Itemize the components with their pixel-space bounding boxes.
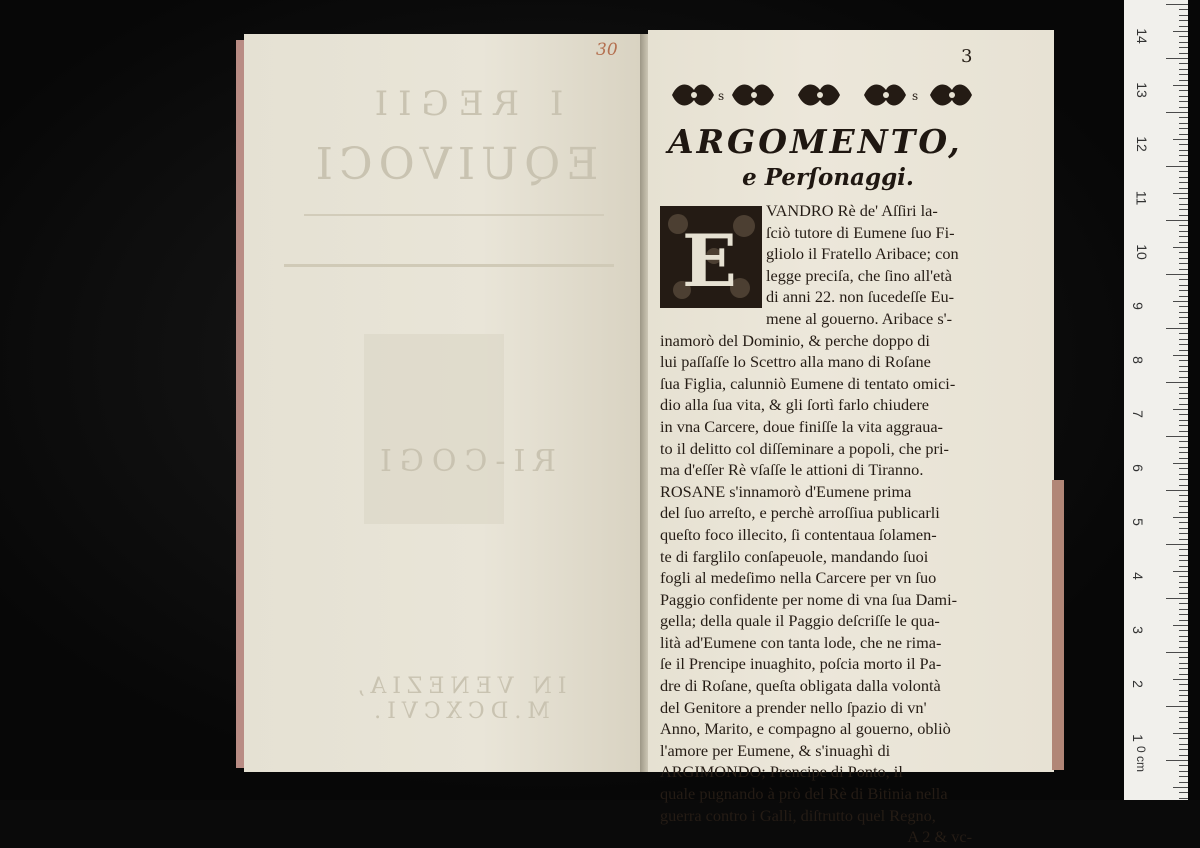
text-line: lui paſſaſſe lo Scettro alla mano di Roſane [660,352,931,372]
flourish-ornament [672,85,714,106]
ruler-tick [1173,733,1188,734]
ruler-tick [1179,771,1188,772]
ruler-tick [1179,431,1188,432]
ruler-tick [1179,15,1188,16]
ruler-tick [1166,112,1188,113]
ruler-tick [1179,533,1188,534]
page-subheading: e Perſonaggi. [742,164,914,191]
ruler-tick [1179,576,1188,577]
ruler-tick [1179,339,1188,340]
ruler-number: 13 [1133,82,1150,98]
text-line: ROSANE s'innamorò d'Eumene prima [660,481,912,501]
ruler-tick [1166,544,1188,545]
ruler-tick [1179,36,1188,37]
ruler-tick [1179,776,1188,777]
ruler-number: 10 [1133,244,1150,260]
ruler-tick [1166,220,1188,221]
ruler-tick [1179,306,1188,307]
ruler-tick [1179,749,1188,750]
ruler-tick [1179,528,1188,529]
ruler-tick [1179,404,1188,405]
text-line: guerra contro i Galli, diſtrutto quel Regno, [660,805,936,825]
text-line: ſe il Prencipe inuaghito, poſcia morto il Pa- [660,654,942,674]
ruler-tick [1173,463,1188,464]
ruler-tick [1179,593,1188,594]
ruler-tick [1173,787,1188,788]
ornament-band [666,78,1000,112]
text-line: dio alla ſua vita, & gli ſortì farlo chiudere [660,395,930,415]
text-line: te di farglilo conſapeuole, mandando ſuoi [660,546,929,566]
ruler-tick [1179,323,1188,324]
ruler-tick [1179,566,1188,567]
ruler-tick [1179,258,1188,259]
handwritten-page-number: 30 [596,40,618,60]
ruler-tick [1179,674,1188,675]
ruler-tick [1166,652,1188,653]
ruler-tick [1179,90,1188,91]
ruler-tick [1179,177,1188,178]
text-line: queſto foco illecito, ſi contentaua ſolamen- [660,524,937,544]
ruler-tick [1179,485,1188,486]
text-line: ſciò tutore di Eumene ſuo Fi- [766,222,955,242]
ruler-tick [1179,74,1188,75]
show-through-rule [284,264,614,281]
ruler-tick [1179,647,1188,648]
ruler-tick [1179,657,1188,658]
ruler-tick [1179,333,1188,334]
ruler-tick [1179,755,1188,756]
ruler-tick [1179,204,1188,205]
ruler-tick [1179,393,1188,394]
ruler-tick [1179,9,1188,10]
ruler-tick [1179,198,1188,199]
ruler-tick [1179,20,1188,21]
ruler-tick [1179,26,1188,27]
ruler-tick [1179,387,1188,388]
ruler-tick [1179,420,1188,421]
ruler-tick [1179,377,1188,378]
ruler-tick [1179,69,1188,70]
ruler-tick [1179,587,1188,588]
left-page [244,34,640,772]
page-number: 3 [961,46,973,67]
ruler-tick [1173,679,1188,680]
ruler-number: 14 [1133,28,1150,44]
ruler-tick [1179,468,1188,469]
text-line: di anni 22. non ſucedeſſe Eu- [766,287,955,307]
ruler-tick [1179,501,1188,502]
ruler-tick [1179,539,1188,540]
ruler-tick [1179,668,1188,669]
ruler-tick [1179,728,1188,729]
text-line: fogli al medeſimo nella Carcere per vn ſuo [660,568,937,588]
ruler-tick [1179,441,1188,442]
page-fore-edge [1052,480,1064,770]
ruler-tick [1179,209,1188,210]
ruler-tick [1173,85,1188,86]
ruler-tick [1179,782,1188,783]
ruler-tick [1179,285,1188,286]
ruler-tick [1179,555,1188,556]
ruler-tick [1179,360,1188,361]
flourish-ornament [864,85,906,106]
ruler-tick [1179,279,1188,280]
ruler-tick [1179,474,1188,475]
ruler-tick [1179,350,1188,351]
ruler-tick [1166,598,1188,599]
ruler-tick [1179,171,1188,172]
ruler-number: 3 [1129,626,1146,634]
ruler-tick [1179,236,1188,237]
ruler-tick [1179,252,1188,253]
ruler-tick [1179,42,1188,43]
ruler-tick [1179,47,1188,48]
ruler-tick [1179,609,1188,610]
ruler-tick [1179,522,1188,523]
ruler-tick [1179,458,1188,459]
text-line: in vna Carcere, doue finiſſe la vita aggraua- [660,416,943,436]
ruler-number: 6 [1129,464,1146,472]
ruler-number: 1 [1129,734,1146,742]
ruler-tick [1179,96,1188,97]
ruler-tick [1179,603,1188,604]
flourish-ornament [930,85,972,106]
ruler-tick [1166,328,1188,329]
ruler-tick [1179,695,1188,696]
ruler-tick [1179,123,1188,124]
text-line: ARGIMONDO; Prencipe di Ponto, il [660,762,903,782]
measuring-ruler [1124,0,1188,800]
ruler-tick [1166,274,1188,275]
text-line: inamorò del Dominio, & perche doppo di [660,330,930,350]
ruler-tick [1179,506,1188,507]
text-line: mene al gouerno. Aribace s'- [766,308,953,328]
ruler-tick [1173,247,1188,248]
ruler-tick [1179,290,1188,291]
text-line: gliolo il Fratello Aribace; con [766,244,959,264]
ruler-tick [1179,452,1188,453]
ruler-tick [1179,398,1188,399]
ruler-tick [1179,690,1188,691]
ruler-tick [1173,139,1188,140]
text-line: ſua Figlia, calunniò Eumene di tentato omici- [660,373,956,393]
initial-letter: E [682,218,737,303]
ruler-tick [1179,215,1188,216]
ruler-tick [1179,663,1188,664]
ruler-tick [1179,684,1188,685]
text-line: legge preciſa, che ſino all'età [766,265,953,285]
ruler-tick [1166,166,1188,167]
text-line: to il delitto col diſſeminare a popoli, che pri- [660,438,949,458]
show-through-rule [304,214,604,228]
ruler-tick [1179,80,1188,81]
ruler-number: 9 [1129,302,1146,310]
ruler-tick [1179,414,1188,415]
ruler-tick [1166,4,1188,5]
ruler-tick [1179,792,1188,793]
ruler-tick [1179,641,1188,642]
ruler-tick [1173,517,1188,518]
ruler-tick [1179,263,1188,264]
ruler-number: 12 [1133,136,1150,152]
ruler-number: 2 [1129,680,1146,688]
ruler-tick [1173,409,1188,410]
ruler-tick [1166,436,1188,437]
text-line: del Genitore a prender nello ſpazio di vn' [660,697,927,717]
ruler-tick [1179,155,1188,156]
ruler-tick [1173,31,1188,32]
ruler-tick [1179,188,1188,189]
ruler-tick [1166,706,1188,707]
ruler-tick [1179,512,1188,513]
text-line: ma d'eſſer Rè vſaſſe le attioni di Tiranno. [660,460,924,480]
argument-text [660,200,992,848]
show-through-line: RI-COGI [372,444,556,479]
ruler-tick [1179,144,1188,145]
ruler-tick [1179,701,1188,702]
show-through-line: IN VENEZIA, M.DCXCVI. [351,674,567,724]
ruler-number: 8 [1129,356,1146,364]
catchword: A 2 & vc- [907,827,972,847]
ruler-tick [1179,371,1188,372]
flourish-ornament [732,85,774,106]
text-line: Paggio confidente per nome di vna ſua Dami- [660,589,958,609]
ruler-tick [1179,225,1188,226]
ruler-number: 4 [1129,572,1146,580]
page-heading: ARGOMENTO, [668,122,963,161]
ruler-tick [1179,312,1188,313]
ruler-tick [1179,744,1188,745]
svg-text:s: s [718,89,725,103]
ruler-tick [1179,134,1188,135]
ruler-tick [1179,620,1188,621]
ruler-tick [1179,366,1188,367]
ruler-tick [1179,711,1188,712]
ruler-tick [1179,722,1188,723]
flourish-ornament [798,85,840,106]
ruler-tick [1179,269,1188,270]
text-line: quale pugnando à prò del Rè di Bitinia nella [660,784,948,804]
ruler-tick [1179,150,1188,151]
ruler-tick [1179,738,1188,739]
right-page [648,30,1054,847]
ruler-tick [1179,128,1188,129]
ruler-tick [1166,760,1188,761]
ruler-tick [1179,53,1188,54]
ruler-tick [1173,193,1188,194]
ruler-tick [1179,765,1188,766]
ruler-tick [1179,614,1188,615]
ruler-tick [1179,549,1188,550]
text-line: VANDRO Rè de' Aſſiri la- [766,201,938,220]
ruler-tick [1173,301,1188,302]
ruler-number: 7 [1129,410,1146,418]
show-through-emblem [364,334,504,524]
ruler-tick [1179,630,1188,631]
ruler-tick [1179,582,1188,583]
ruler-tick [1173,355,1188,356]
ruler-tick [1166,58,1188,59]
ruler-tick [1166,490,1188,491]
ruler-number: 11 [1133,190,1150,206]
ruler-tick [1179,344,1188,345]
ruler-tick [1179,63,1188,64]
text-line: dre di Roſane, queſta obligata dalla volontà [660,676,941,696]
ruler-tick [1179,479,1188,480]
ruler-tick [1179,717,1188,718]
ruler-tick [1179,425,1188,426]
ruler-tick [1179,117,1188,118]
text-line: l'amore per Eumene, & s'inuaghì di [660,740,891,760]
ruler-tick [1179,231,1188,232]
ruler-tick [1166,382,1188,383]
ruler-tick [1173,571,1188,572]
ruler-tick [1179,101,1188,102]
svg-text:s: s [912,89,919,103]
ruler-tick [1179,798,1188,799]
ruler-unit: 0 cm [1134,745,1149,773]
ruler-tick [1173,625,1188,626]
text-line: del ſuo arreſto, e perchè arroſſiua publicarli [660,503,940,523]
ruler-tick [1179,242,1188,243]
ruler-tick [1179,447,1188,448]
ruler-tick [1179,107,1188,108]
show-through-text [244,34,640,772]
ruler-tick [1179,296,1188,297]
ruler-number: 5 [1129,518,1146,526]
ruler-tick [1179,560,1188,561]
ruler-tick [1179,182,1188,183]
text-line: lità ad'Eumene con tanta lode, che ne rima- [660,632,942,652]
show-through-line: EQUIVOCI [309,139,599,190]
show-through-line: I REGII [364,84,564,124]
ruler-tick [1179,161,1188,162]
ruler-tick [1179,317,1188,318]
ruler-tick [1179,495,1188,496]
text-line: gella; della quale il Paggio deſcriſſe le qua- [660,611,940,631]
ruler-tick [1179,636,1188,637]
text-line: Anno, Marito, e compagno al gouerno, obliò [660,719,951,739]
